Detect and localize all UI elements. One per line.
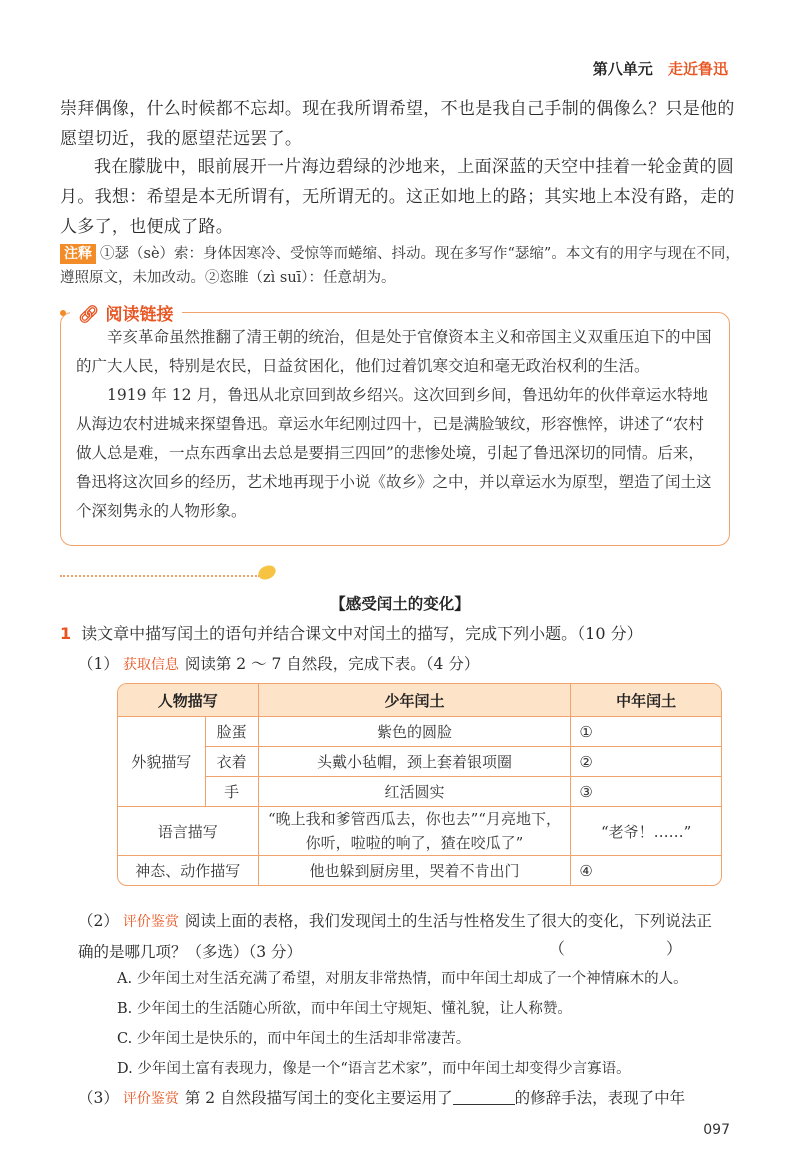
table-row <box>118 747 721 777</box>
page-header <box>593 58 728 79</box>
option-d[interactable]: D. 少年闰土富有表现力，像是一个“语言艺术家”，而中年闰土却变得少言寡语。 <box>117 1061 631 1077</box>
reading-link-paragraph: 1919 年 12 月，鲁迅从北京回到故乡绍兴。这次回到乡间，鲁迅幼年的伙伴章运水特地从海边农村进城来探望鲁迅。章运水年纪刚过四十，已是满脸皱纹，形容憔悴，讲述了“农村做人总是难，一点东西拿出去总是要捐三四回”的悲惨处境，引起了鲁迅深切的同情。后来，鲁迅将这次回乡的经历，艺术地再现于小说《故乡》之中，并以章运水为原型，塑造了闰土这个深刻隽永的人物形象。 <box>76 386 712 520</box>
unit-title: 走近鲁迅 <box>667 60 728 78</box>
lemon-icon <box>256 563 278 582</box>
answer-blank[interactable]: （ ） <box>548 939 730 958</box>
question-number: 1 <box>60 624 72 643</box>
option-a[interactable]: A. 少年闰土对生活充满了希望，对朋友非常热情，而中年闰土却成了一个神情麻木的人。 <box>117 971 688 987</box>
answer-cell[interactable]: ③ <box>571 777 721 807</box>
table-row <box>118 777 721 807</box>
body-paragraph: 我在朦胧中，眼前展开一片海边碧绿的沙地来，上面深蓝的天空中挂着一轮金黄的圆月。我想：希望是本无所谓有，无所谓无的。这正如地上的路；其实地上本没有路，走的人多了，也便成了路。 <box>60 157 735 237</box>
table-cell: “晚上我和爹管西瓜去，你也去”“月亮地下，你听，啦啦的响了，猹在咬瓜了” <box>259 807 572 856</box>
table-cell: 手 <box>206 777 259 807</box>
table-cell: 语言描写 <box>118 807 259 856</box>
table-header: 人物描写 <box>118 684 259 717</box>
dotted-divider <box>60 575 260 577</box>
table-row <box>118 717 721 747</box>
table-row <box>118 856 721 885</box>
table-header-row <box>118 684 721 717</box>
table-cell: 紫色的圆脸 <box>259 717 572 747</box>
question-text: 读文章中描写闰土的语句并结合课文中对闰土的描写，完成下列小题。（10 分） <box>81 624 643 643</box>
subquestion-1: （1） 获取信息 阅读第 2 ～ 7 自然段，完成下表。（4 分） <box>78 655 480 673</box>
comparison-table <box>117 683 722 886</box>
answer-cell[interactable]: ① <box>571 717 721 747</box>
table-cell: 脸蛋 <box>206 717 259 747</box>
fill-blank[interactable] <box>453 1088 515 1105</box>
option-b[interactable]: B. 少年闰土的生活随心所欲，而中年闰土守规矩、懂礼貌，让人称赞。 <box>117 1001 572 1017</box>
table-cell: 神态、动作描写 <box>118 856 259 885</box>
option-c[interactable]: C. 少年闰土是快乐的，而中年闰土的生活却非常凄苦。 <box>117 1031 471 1047</box>
reading-link-body <box>76 323 716 526</box>
question-tag: 评价鉴赏 <box>122 914 179 930</box>
table-cell: 红活圆实 <box>259 777 572 807</box>
subquestion-3: （3） 评价鉴赏 第 2 自然段描写闰土的变化主要运用了 的修辞手法，表现了中年 <box>78 1089 686 1107</box>
table-cell: 衣着 <box>206 747 259 777</box>
page-number: 097 <box>703 1122 730 1138</box>
link-icon: 🔗︎ <box>78 305 100 325</box>
unit-label: 第八单元 <box>592 60 653 78</box>
section-title: 【感受闰土的变化】 <box>330 595 470 613</box>
body-paragraph: 崇拜偶像，什么时候都不忘却。现在我所谓希望，不也是我自己手制的偶像么？只是他的愿望切近，我的愿望茫远罢了。 <box>60 99 735 149</box>
annotation-badge: 注释 <box>60 244 96 264</box>
annotation-text: ①瑟（sè）索：身体因寒冷、受惊等而蜷缩、抖动。现在多写作“瑟缩”。本文有的用字与现在不同，遵照原文，未加改动。②恣睢（zì suī）：任意胡为。 <box>60 246 740 286</box>
reading-link-paragraph: 辛亥革命虽然推翻了清王朝的统治，但是处于官僚资本主义和帝国主义双重压迫下的中国的广大人民，特别是农民，日益贫困化，他们过着饥寒交迫和毫无政治权利的生活。 <box>76 328 712 375</box>
question-1 <box>60 622 643 646</box>
options-list <box>117 964 688 1084</box>
annotation <box>60 242 740 290</box>
table-header: 中年闰土 <box>571 684 721 717</box>
table-row <box>118 807 721 856</box>
table-header: 少年闰土 <box>259 684 572 717</box>
question-tag: 获取信息 <box>122 657 179 673</box>
question-tag: 评价鉴赏 <box>122 1091 179 1107</box>
reading-link-title: 🔗︎ 阅读链接 <box>70 300 182 325</box>
answer-cell[interactable]: ④ <box>579 861 593 880</box>
table-cell: 头戴小毡帽，颈上套着银项圈 <box>259 747 572 777</box>
subquestion-2: （2） 评价鉴赏 阅读上面的表格，我们发现闰土的生活与性格发生了很大的变化，下列说法正确的是哪几项？（多选）（3 分） <box>78 912 712 961</box>
answer-cell[interactable]: ② <box>571 747 721 777</box>
reading-link-dot <box>60 310 66 316</box>
table-cell: 他也躲到厨房里，哭着不肯出门 <box>259 856 572 885</box>
table-cell: “老爷！……” <box>571 807 721 856</box>
table-cell: 外貌描写 <box>118 717 206 807</box>
